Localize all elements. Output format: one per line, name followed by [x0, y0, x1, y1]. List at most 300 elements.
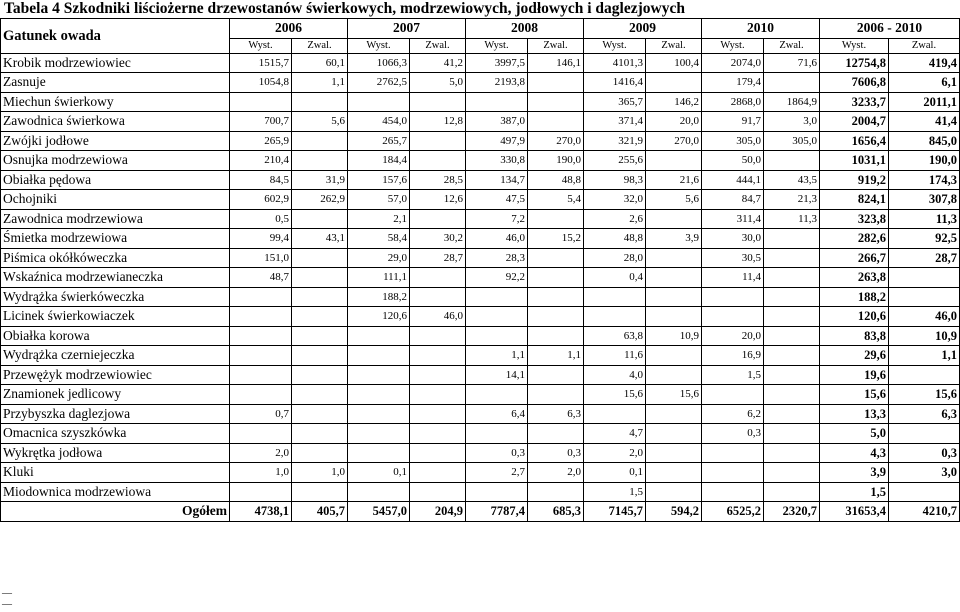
- footer-marks: [2, 588, 12, 610]
- value-cell: 28,3: [466, 248, 528, 268]
- value-cell: 10,9: [646, 326, 702, 346]
- total-label: Ogółem: [1, 502, 230, 522]
- value-cell: 188,2: [348, 287, 410, 307]
- value-cell: 190,0: [528, 151, 584, 171]
- sum-cell: 1,1: [889, 346, 960, 366]
- value-cell: 2074,0: [702, 53, 764, 73]
- value-cell: 330,8: [466, 151, 528, 171]
- value-cell: [410, 92, 466, 112]
- value-cell: [348, 365, 410, 385]
- value-cell: 41,2: [410, 53, 466, 73]
- table-row: [1, 229, 960, 249]
- value-cell: 47,5: [466, 190, 528, 210]
- value-cell: 7787,4: [466, 502, 528, 522]
- table-body: [1, 53, 960, 521]
- value-cell: [466, 385, 528, 405]
- value-cell: [292, 209, 348, 229]
- value-cell: 12,8: [410, 112, 466, 132]
- table-row: [1, 404, 960, 424]
- species-name: Wydrążka czerniejeczka: [1, 346, 230, 366]
- value-cell: 1,0: [292, 463, 348, 483]
- species-name: Obiałka korowa: [1, 326, 230, 346]
- value-cell: 48,8: [584, 229, 646, 249]
- value-cell: 12,6: [410, 190, 466, 210]
- year-header: 2010: [702, 19, 820, 39]
- value-cell: 71,6: [764, 53, 820, 73]
- value-cell: 262,9: [292, 190, 348, 210]
- sum-cell: 824,1: [820, 190, 889, 210]
- value-cell: 21,3: [764, 190, 820, 210]
- value-cell: [292, 365, 348, 385]
- sub-header-zwal: Zwal.: [528, 38, 584, 53]
- value-cell: 405,7: [292, 502, 348, 522]
- value-cell: [764, 424, 820, 444]
- value-cell: [528, 307, 584, 327]
- value-cell: 1,5: [584, 482, 646, 502]
- pests-table: [0, 18, 960, 522]
- value-cell: [466, 482, 528, 502]
- sum-cell: [889, 287, 960, 307]
- value-cell: 16,9: [702, 346, 764, 366]
- value-cell: [528, 209, 584, 229]
- value-cell: [702, 287, 764, 307]
- value-cell: 5,0: [410, 73, 466, 93]
- value-cell: [528, 424, 584, 444]
- value-cell: 84,7: [702, 190, 764, 210]
- value-cell: [764, 463, 820, 483]
- value-cell: [348, 404, 410, 424]
- species-name: Obiałka pędowa: [1, 170, 230, 190]
- sum-cell: 7606,8: [820, 73, 889, 93]
- sum-cell: 6,1: [889, 73, 960, 93]
- value-cell: [466, 287, 528, 307]
- value-cell: 2,0: [584, 443, 646, 463]
- value-cell: [230, 92, 292, 112]
- value-cell: 120,6: [348, 307, 410, 327]
- year-header: 2007: [348, 19, 466, 39]
- sum-cell: 3,0: [889, 463, 960, 483]
- value-cell: [764, 248, 820, 268]
- value-cell: 7145,7: [584, 502, 646, 522]
- value-cell: 265,7: [348, 131, 410, 151]
- value-cell: 270,0: [528, 131, 584, 151]
- sub-header-wyst: Wyst.: [702, 38, 764, 53]
- sum-cell: 13,3: [820, 404, 889, 424]
- value-cell: [292, 385, 348, 405]
- value-cell: [230, 287, 292, 307]
- value-cell: [348, 326, 410, 346]
- table-row: [1, 73, 960, 93]
- value-cell: [528, 326, 584, 346]
- value-cell: 0,1: [348, 463, 410, 483]
- value-cell: 0,1: [584, 463, 646, 483]
- value-cell: 111,1: [348, 268, 410, 288]
- value-cell: [410, 151, 466, 171]
- value-cell: [292, 404, 348, 424]
- value-cell: [646, 287, 702, 307]
- value-cell: 92,2: [466, 268, 528, 288]
- value-cell: 11,3: [764, 209, 820, 229]
- value-cell: 210,4: [230, 151, 292, 171]
- value-cell: 58,4: [348, 229, 410, 249]
- sub-header-wyst: Wyst.: [820, 38, 889, 53]
- value-cell: 365,7: [584, 92, 646, 112]
- sub-header-wyst: Wyst.: [466, 38, 528, 53]
- sum-cell: [889, 268, 960, 288]
- value-cell: 28,5: [410, 170, 466, 190]
- value-cell: 5,4: [528, 190, 584, 210]
- value-cell: 48,8: [528, 170, 584, 190]
- sum-cell: 3233,7: [820, 92, 889, 112]
- value-cell: [646, 365, 702, 385]
- species-name: Omacnica szyszkówka: [1, 424, 230, 444]
- value-cell: 2,6: [584, 209, 646, 229]
- species-name: Piśmica okółkóweczka: [1, 248, 230, 268]
- value-cell: [528, 268, 584, 288]
- value-cell: 46,0: [466, 229, 528, 249]
- value-cell: 7,2: [466, 209, 528, 229]
- footer-mark: —: [2, 588, 12, 599]
- value-cell: [230, 385, 292, 405]
- value-cell: [410, 385, 466, 405]
- value-cell: [764, 287, 820, 307]
- value-cell: 321,9: [584, 131, 646, 151]
- value-cell: 4,0: [584, 365, 646, 385]
- value-cell: [528, 92, 584, 112]
- sum-cell: 41,4: [889, 112, 960, 132]
- total-row: [1, 502, 960, 522]
- value-cell: 2193,8: [466, 73, 528, 93]
- species-header: Gatunek owada: [1, 19, 230, 54]
- value-cell: 50,0: [702, 151, 764, 171]
- value-cell: 685,3: [528, 502, 584, 522]
- table-row: [1, 92, 960, 112]
- value-cell: [764, 268, 820, 288]
- value-cell: 5,6: [292, 112, 348, 132]
- value-cell: [292, 268, 348, 288]
- value-cell: 2,7: [466, 463, 528, 483]
- table-row: [1, 307, 960, 327]
- value-cell: 146,2: [646, 92, 702, 112]
- value-cell: 1,1: [292, 73, 348, 93]
- value-cell: [410, 443, 466, 463]
- sum-cell: 83,8: [820, 326, 889, 346]
- value-cell: [764, 404, 820, 424]
- value-cell: [292, 482, 348, 502]
- value-cell: [410, 346, 466, 366]
- species-name: Zasnuje: [1, 73, 230, 93]
- value-cell: 57,0: [348, 190, 410, 210]
- value-cell: 4738,1: [230, 502, 292, 522]
- table-row: [1, 443, 960, 463]
- value-cell: 134,7: [466, 170, 528, 190]
- value-cell: [230, 424, 292, 444]
- value-cell: 444,1: [702, 170, 764, 190]
- value-cell: [646, 307, 702, 327]
- sub-header-wyst: Wyst.: [230, 38, 292, 53]
- value-cell: [292, 443, 348, 463]
- value-cell: 2,0: [528, 463, 584, 483]
- value-cell: 184,4: [348, 151, 410, 171]
- value-cell: 204,9: [410, 502, 466, 522]
- table-row: [1, 482, 960, 502]
- value-cell: 1054,8: [230, 73, 292, 93]
- value-cell: [646, 404, 702, 424]
- table-row: [1, 170, 960, 190]
- sub-header-zwal: Zwal.: [410, 38, 466, 53]
- sum-cell: 46,0: [889, 307, 960, 327]
- value-cell: 265,9: [230, 131, 292, 151]
- table-row: [1, 53, 960, 73]
- value-cell: [348, 482, 410, 502]
- species-name: Śmietka modrzewiowa: [1, 229, 230, 249]
- value-cell: [646, 248, 702, 268]
- value-cell: [410, 287, 466, 307]
- sum-cell: 174,3: [889, 170, 960, 190]
- value-cell: 1,1: [528, 346, 584, 366]
- sum-cell: 3,9: [820, 463, 889, 483]
- year-header: 2006: [230, 19, 348, 39]
- value-cell: [528, 73, 584, 93]
- species-name: Przybyszka daglezjowa: [1, 404, 230, 424]
- value-cell: [410, 131, 466, 151]
- value-cell: 32,0: [584, 190, 646, 210]
- value-cell: [646, 482, 702, 502]
- sub-header-zwal: Zwal.: [646, 38, 702, 53]
- value-cell: 6,4: [466, 404, 528, 424]
- value-cell: [528, 385, 584, 405]
- value-cell: 0,3: [702, 424, 764, 444]
- sub-header-zwal: Zwal.: [292, 38, 348, 53]
- value-cell: 2320,7: [764, 502, 820, 522]
- year-header: 2009: [584, 19, 702, 39]
- sum-cell: 1031,1: [820, 151, 889, 171]
- value-cell: 3,0: [764, 112, 820, 132]
- value-cell: 30,0: [702, 229, 764, 249]
- value-cell: [348, 424, 410, 444]
- value-cell: 28,0: [584, 248, 646, 268]
- value-cell: 11,4: [702, 268, 764, 288]
- sum-cell: 190,0: [889, 151, 960, 171]
- value-cell: [528, 248, 584, 268]
- value-cell: 270,0: [646, 131, 702, 151]
- value-cell: [646, 268, 702, 288]
- value-cell: [646, 443, 702, 463]
- sum-cell: 307,8: [889, 190, 960, 210]
- species-name: Miodownica modrzewiowa: [1, 482, 230, 502]
- sum-cell: 1656,4: [820, 131, 889, 151]
- value-cell: 1416,4: [584, 73, 646, 93]
- sum-cell: 92,5: [889, 229, 960, 249]
- value-cell: 371,4: [584, 112, 646, 132]
- sum-cell: 31653,4: [820, 502, 889, 522]
- sum-cell: 266,7: [820, 248, 889, 268]
- value-cell: [584, 287, 646, 307]
- year-header: 2006 - 2010: [820, 19, 960, 39]
- value-cell: 6525,2: [702, 502, 764, 522]
- value-cell: [466, 326, 528, 346]
- value-cell: [528, 365, 584, 385]
- value-cell: [230, 365, 292, 385]
- species-name: Wydrążka świerkóweczka: [1, 287, 230, 307]
- value-cell: [584, 307, 646, 327]
- value-cell: 30,2: [410, 229, 466, 249]
- table-row: [1, 151, 960, 171]
- value-cell: [764, 326, 820, 346]
- sum-cell: 120,6: [820, 307, 889, 327]
- value-cell: 497,9: [466, 131, 528, 151]
- value-cell: [348, 443, 410, 463]
- value-cell: [702, 307, 764, 327]
- value-cell: [764, 385, 820, 405]
- value-cell: [230, 482, 292, 502]
- value-cell: 179,4: [702, 73, 764, 93]
- value-cell: 0,3: [528, 443, 584, 463]
- value-cell: 1,1: [466, 346, 528, 366]
- value-cell: 1864,9: [764, 92, 820, 112]
- value-cell: [646, 73, 702, 93]
- value-cell: [292, 92, 348, 112]
- value-cell: 15,2: [528, 229, 584, 249]
- species-name: Zawodnica świerkowa: [1, 112, 230, 132]
- table-row: [1, 346, 960, 366]
- value-cell: 602,9: [230, 190, 292, 210]
- value-cell: [410, 404, 466, 424]
- sum-cell: 29,6: [820, 346, 889, 366]
- value-cell: [292, 248, 348, 268]
- value-cell: 454,0: [348, 112, 410, 132]
- value-cell: [292, 424, 348, 444]
- sum-cell: 2011,1: [889, 92, 960, 112]
- value-cell: 1,5: [702, 365, 764, 385]
- sum-cell: 15,6: [889, 385, 960, 405]
- value-cell: 700,7: [230, 112, 292, 132]
- value-cell: 1,0: [230, 463, 292, 483]
- value-cell: [466, 424, 528, 444]
- value-cell: 43,1: [292, 229, 348, 249]
- value-cell: [348, 385, 410, 405]
- sum-cell: 1,5: [820, 482, 889, 502]
- value-cell: 594,2: [646, 502, 702, 522]
- sum-cell: 188,2: [820, 287, 889, 307]
- value-cell: 305,0: [702, 131, 764, 151]
- value-cell: 30,5: [702, 248, 764, 268]
- header-year-row: [1, 19, 960, 39]
- value-cell: 91,7: [702, 112, 764, 132]
- value-cell: 43,5: [764, 170, 820, 190]
- species-name: Znamionek jedlicowy: [1, 385, 230, 405]
- sum-cell: 282,6: [820, 229, 889, 249]
- value-cell: [466, 307, 528, 327]
- value-cell: [410, 209, 466, 229]
- value-cell: 99,4: [230, 229, 292, 249]
- species-name: Zwójki jodłowe: [1, 131, 230, 151]
- sub-header-zwal: Zwal.: [889, 38, 960, 53]
- value-cell: 28,7: [410, 248, 466, 268]
- value-cell: 1066,3: [348, 53, 410, 73]
- table-title: Tabela 4 Szkodniki liściożerne drzewostanów świerkowych, modrzewiowych, jodłowych i daglezjowych: [4, 0, 685, 17]
- value-cell: 15,6: [584, 385, 646, 405]
- sum-cell: 263,8: [820, 268, 889, 288]
- species-name: Osnujka modrzewiowa: [1, 151, 230, 171]
- value-cell: 31,9: [292, 170, 348, 190]
- value-cell: 311,4: [702, 209, 764, 229]
- table-row: [1, 326, 960, 346]
- value-cell: [410, 482, 466, 502]
- sub-header-zwal: Zwal.: [764, 38, 820, 53]
- value-cell: [764, 346, 820, 366]
- table-row: [1, 287, 960, 307]
- value-cell: 6,3: [528, 404, 584, 424]
- species-name: Zawodnica modrzewiowa: [1, 209, 230, 229]
- value-cell: [646, 346, 702, 366]
- value-cell: [646, 151, 702, 171]
- value-cell: 100,4: [646, 53, 702, 73]
- sum-cell: 323,8: [820, 209, 889, 229]
- sum-cell: 11,3: [889, 209, 960, 229]
- value-cell: [410, 365, 466, 385]
- species-name: Wykrętka jodłowa: [1, 443, 230, 463]
- value-cell: 2762,5: [348, 73, 410, 93]
- table-row: [1, 190, 960, 210]
- value-cell: 29,0: [348, 248, 410, 268]
- value-cell: [528, 287, 584, 307]
- sum-cell: 15,6: [820, 385, 889, 405]
- value-cell: [764, 229, 820, 249]
- value-cell: [528, 482, 584, 502]
- value-cell: 146,1: [528, 53, 584, 73]
- footer-mark: —: [2, 599, 12, 610]
- value-cell: 11,6: [584, 346, 646, 366]
- value-cell: [348, 346, 410, 366]
- value-cell: [410, 463, 466, 483]
- value-cell: 2,0: [230, 443, 292, 463]
- value-cell: 84,5: [230, 170, 292, 190]
- species-name: Kluki: [1, 463, 230, 483]
- value-cell: 20,0: [702, 326, 764, 346]
- value-cell: [292, 287, 348, 307]
- value-cell: [646, 209, 702, 229]
- value-cell: [348, 92, 410, 112]
- species-name: Przewężyk modrzewiowiec: [1, 365, 230, 385]
- species-name: Miechun świerkowy: [1, 92, 230, 112]
- value-cell: [702, 385, 764, 405]
- value-cell: [292, 346, 348, 366]
- value-cell: [230, 307, 292, 327]
- sum-cell: 12754,8: [820, 53, 889, 73]
- sum-cell: 6,3: [889, 404, 960, 424]
- sum-cell: 845,0: [889, 131, 960, 151]
- sum-cell: 10,9: [889, 326, 960, 346]
- value-cell: 21,6: [646, 170, 702, 190]
- value-cell: 1515,7: [230, 53, 292, 73]
- species-name: Wskaźnica modrzewianeczka: [1, 268, 230, 288]
- value-cell: 157,6: [348, 170, 410, 190]
- value-cell: [646, 463, 702, 483]
- table-row: [1, 385, 960, 405]
- sum-cell: 28,7: [889, 248, 960, 268]
- value-cell: 0,5: [230, 209, 292, 229]
- value-cell: 387,0: [466, 112, 528, 132]
- value-cell: 2868,0: [702, 92, 764, 112]
- value-cell: 14,1: [466, 365, 528, 385]
- table-row: [1, 365, 960, 385]
- sum-cell: 2004,7: [820, 112, 889, 132]
- value-cell: 305,0: [764, 131, 820, 151]
- value-cell: [292, 131, 348, 151]
- species-name: Krobik modrzewiowiec: [1, 53, 230, 73]
- sum-cell: [889, 424, 960, 444]
